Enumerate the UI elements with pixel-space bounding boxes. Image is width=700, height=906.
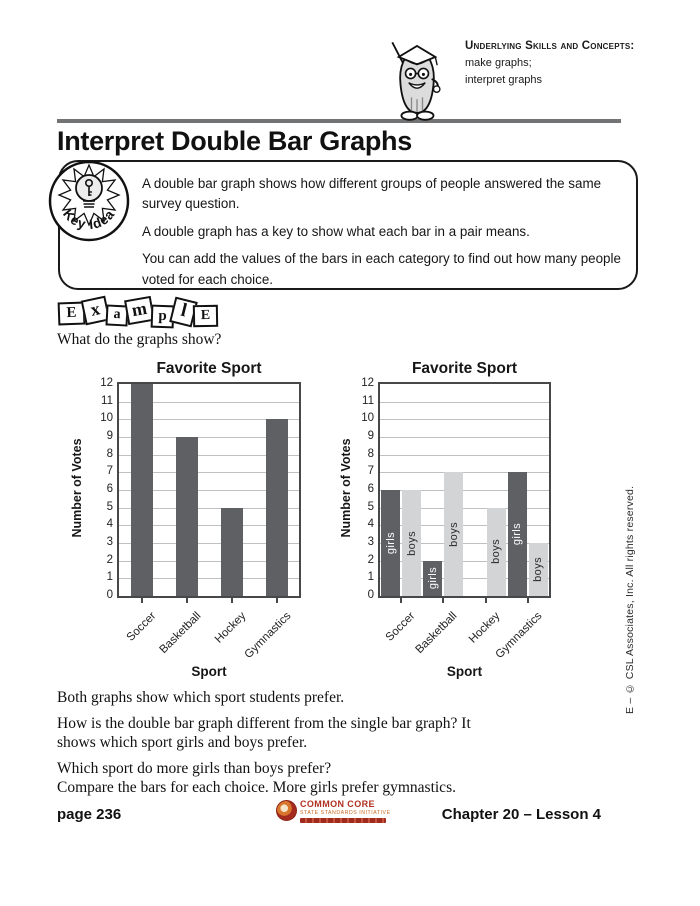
- bar-label-girls: girls: [511, 523, 524, 546]
- bar-label-girls: girls: [426, 567, 439, 590]
- x-category-label: Hockey: [466, 610, 503, 646]
- tile-letter: m: [124, 296, 155, 325]
- skills-title: Underlying Skills and Concepts:: [465, 40, 635, 52]
- tile-letter: p: [151, 305, 175, 329]
- key-idea-point: You can add the values of the bars in each category to find out how many people voted for each choice.: [142, 251, 621, 287]
- bar-basketball: [176, 437, 198, 596]
- y-tick-label: 10: [361, 412, 374, 425]
- y-tick-label: 5: [367, 500, 374, 513]
- y-tick-label: 12: [100, 377, 113, 389]
- y-tick-label: 3: [106, 536, 113, 548]
- skills-line: interpret graphs: [465, 73, 543, 86]
- bar-gymnastics: [266, 419, 288, 596]
- y-tick-label: 0: [367, 589, 374, 601]
- key-idea-box: [58, 160, 638, 290]
- y-tick-label: 11: [362, 394, 374, 407]
- single-bar-chart: [57, 356, 357, 679]
- bar-label-boys: boys: [447, 521, 460, 547]
- y-tick-label: 9: [106, 430, 113, 442]
- bar-basketball-girls: [423, 561, 442, 596]
- tile-letter: l: [169, 297, 198, 328]
- x-category-label: Basketball: [413, 610, 460, 657]
- double-bar-chart: [338, 356, 600, 679]
- key-idea-point: A double graph has a key to show what each bar in a pair means.: [142, 223, 530, 239]
- x-category-label: Hockey: [212, 610, 248, 646]
- bar-hockey: [221, 508, 243, 596]
- plot-area: [117, 382, 301, 598]
- y-tick-label: 0: [106, 589, 113, 601]
- y-tick-label: 6: [106, 483, 113, 495]
- bar-gymnastics-girls: [508, 472, 527, 596]
- logo-tagline-band: [300, 818, 386, 823]
- key-idea-badge: [47, 159, 131, 243]
- y-axis-label: Number of Votes: [339, 438, 353, 538]
- gridline: [380, 419, 549, 420]
- y-tick-label: 8: [106, 447, 113, 460]
- text-line: shows which sport girls and boys prefer.: [57, 734, 308, 751]
- y-tick-label: 7: [367, 465, 374, 478]
- page-title: Interpret Double Bar Graphs: [57, 126, 412, 156]
- bar-label-girls: girls: [384, 531, 397, 555]
- bar-label-boys: boys: [405, 530, 418, 556]
- x-tick: [400, 598, 402, 603]
- chapter-label: Chapter 20 – Lesson 4: [441, 806, 601, 823]
- x-category-label: Gymnastics: [242, 610, 293, 661]
- y-tick-label: 6: [367, 483, 374, 495]
- x-category-label: Soccer: [124, 610, 158, 644]
- x-tick: [231, 598, 233, 603]
- bar-soccer-boys: [402, 490, 421, 596]
- y-tick-label: 9: [367, 430, 374, 442]
- key-idea-point: A double bar graph shows how different groups of people answered the same survey question.: [142, 176, 602, 212]
- bar-basketball-boys: [444, 472, 463, 596]
- bar-label-boys: boys: [490, 539, 503, 565]
- y-axis-label: Number of Votes: [70, 438, 84, 538]
- text-line: Both graphs show which sport students prefer.: [57, 689, 345, 706]
- y-tick-label: 2: [106, 553, 113, 566]
- body-text: [57, 688, 577, 804]
- gridline: [380, 437, 549, 438]
- example-question: What do the graphs show?: [57, 331, 222, 348]
- bar-soccer: [131, 384, 153, 596]
- y-tick-label: 1: [367, 571, 374, 584]
- y-tick-label: 1: [106, 571, 113, 584]
- y-tick-label: 3: [367, 536, 374, 548]
- logo-subtitle: STATE STANDARDS INITIATIVE: [300, 810, 391, 816]
- chart-title: Favorite Sport: [411, 360, 518, 377]
- bar-soccer-girls: [381, 490, 400, 596]
- header-divider: [57, 119, 621, 123]
- y-tick-label: 2: [367, 553, 374, 566]
- y-tick-label: 8: [367, 447, 374, 460]
- page-number-label: page 236: [57, 806, 122, 823]
- x-tick: [186, 598, 188, 603]
- x-category-label: Soccer: [383, 610, 418, 644]
- skills-line: make graphs;: [465, 57, 532, 70]
- x-axis-label: Sport: [191, 664, 227, 679]
- x-tick: [527, 598, 529, 603]
- x-axis-label: Sport: [446, 664, 483, 679]
- example-label: [60, 297, 218, 323]
- x-tick: [485, 598, 487, 603]
- gridline: [380, 455, 549, 456]
- bar-label-boys: boys: [532, 557, 545, 582]
- bar-hockey-boys: [487, 508, 506, 596]
- skills-header: [465, 38, 675, 88]
- tile-letter: E: [193, 305, 218, 327]
- text-line: Which sport do more girls than boys prefer?: [57, 759, 332, 777]
- bar-gymnastics-boys: [529, 543, 548, 596]
- tile-letter: x: [81, 296, 111, 326]
- common-core-logo-icon: [276, 800, 297, 821]
- plot-area: [378, 382, 551, 598]
- x-tick: [442, 598, 444, 603]
- y-tick-label: 4: [106, 518, 113, 531]
- tile-letter: a: [105, 304, 128, 326]
- mascot-character-icon: [384, 36, 450, 122]
- x-category-label: Gymnastics: [493, 610, 545, 661]
- paragraph: [57, 759, 577, 798]
- y-tick-label: 10: [100, 412, 113, 425]
- paragraph: [57, 714, 577, 753]
- text-line: How is the double bar graph different from the single bar graph? It: [57, 714, 471, 732]
- chart-title: Favorite Sport: [156, 360, 262, 377]
- paragraph: [57, 688, 577, 708]
- copyright-notice: E – © CSL Associates, Inc. All rights reserved.: [624, 485, 636, 715]
- y-tick-label: 12: [361, 377, 374, 389]
- logo-title: COMMON CORE: [300, 799, 375, 809]
- svg-text:Key Idea: Key Idea: [60, 206, 118, 233]
- y-tick-label: 11: [101, 394, 113, 407]
- y-tick-label: 7: [106, 465, 113, 478]
- common-core-logo: [276, 799, 391, 823]
- x-tick: [141, 598, 143, 603]
- y-tick-label: 5: [106, 500, 113, 513]
- x-category-label: Basketball: [156, 610, 203, 657]
- gridline: [380, 402, 549, 403]
- x-tick: [276, 598, 278, 603]
- tile-letter: E: [58, 302, 86, 326]
- y-tick-label: 4: [367, 518, 374, 531]
- text-line: Compare the bars for each choice. More girls prefer gymnastics.: [57, 779, 456, 796]
